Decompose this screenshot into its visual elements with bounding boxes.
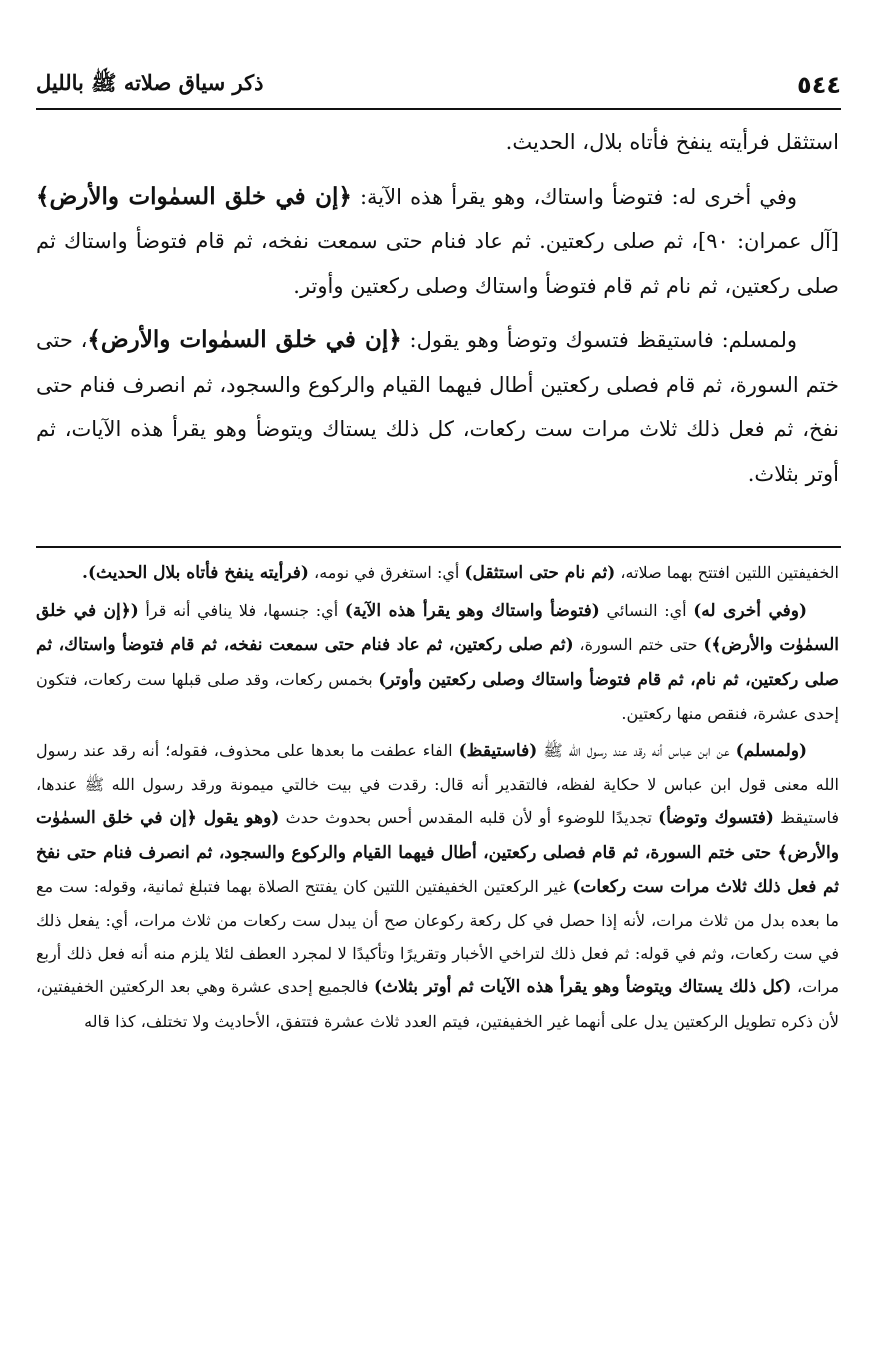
quoted-hadith: (ثم صلى ركعتين، ثم عاد فنام حتى سمعت نفخه، ثم قام فتوضأ واستاك، ثم صلى ركعتين، ثم نام، ثم قام فتوضأ واستاك وصلى ركعتين وأوتر) <box>36 635 839 690</box>
main-p2-text-a: وفي أخرى له: فتوضأ واستاك، وهو يقرأ هذه الآية: <box>351 184 797 209</box>
comment-text: أي: جنسها، فلا ينافي أنه قرأ <box>138 601 345 621</box>
quran-verse: ﴿إن في خلق السمٰوات والأرض﴾ <box>36 182 352 210</box>
quoted-verse: (﴿إن في خلق السمٰوٰت والأرض﴾) <box>36 601 840 656</box>
main-paragraph-2 <box>36 175 839 309</box>
page-header <box>36 62 841 110</box>
page-number: ٥٤٤ <box>797 71 841 99</box>
quoted-hadith: (كل ذلك يستاك ويتوضأ وهو يقرأ هذه الآيات ثم أوتر بثلاث) <box>373 977 792 998</box>
main-p2-text-b: [آل عمران: ٩٠]، ثم صلى ركعتين. ثم عاد فنام حتى سمعت نفخه، ثم قام فتوضأ واستاك ثم صلى ركعتين، ثم نام ثم قام فتوضأ واستاك وصلى ركعتين وأوتر. <box>36 229 839 298</box>
comment-text: تجديدًا للوضوء أو لأن قلبه المقدس أحس بحدوث حدث <box>279 808 659 828</box>
commentary-paragraph-1 <box>36 556 839 590</box>
quran-verse: ﴿إن في خلق السمٰوات والأرض﴾ <box>87 326 402 353</box>
comment-text: حتى ختم السورة، <box>573 635 704 655</box>
comment-text: أي: استغرق في نومه، <box>308 563 465 582</box>
comment-text: غير الركعتين الخفيفتين اللتين كان يفتتح الصلاة بهما فتبلغ ثمانية، وقوله: ست مع ما بعده بدل من ثلاث مرات، لأنه إذا حصل في كل ركعة ركوعان صح أن يبدل ست ركعات من ثلاث مرات، أي: يفعل ذلك في ست ركعات، وثم في قوله: ثم فعل ذلك لتراخي الأخبار وتقريرًا وتأكيدًا لا لمجرد العطف لئلا يلزم منه أنه فعل ذلك أربع مرات، <box>36 876 840 997</box>
main-paragraph-3 <box>36 318 839 496</box>
main-paragraph-1 <box>36 120 839 165</box>
main-p3-text-b: ، حتى ختم السورة، ثم قام فصلى ركعتين أطال فيهما القيام والركوع والسجود، ثم انصرف فنام حتى نفخ، ثم فعل ذلك ثلاث مرات ست ركعات، كل ذلك يستاك ويتوضأ وهو يقرأ هذه الآيات، ثم أوتر بثلاث. <box>36 328 839 486</box>
quoted-hadith: (فرأيته ينفخ فأتاه بلال الحديث). <box>82 563 309 583</box>
commentary-text <box>36 556 839 1038</box>
quoted-hadith: (ولمسلم) <box>735 741 808 762</box>
comment-text: عن ابن عباس أنه رقد عند رسول الله ﷺ <box>537 741 736 761</box>
commentary-divider <box>36 546 841 548</box>
quoted-hadith: (فتسوك وتوضأ) <box>658 808 774 829</box>
main-p1-text: استثقل فرأيته ينفخ فأتاه بلال، الحديث. <box>505 130 839 154</box>
commentary-paragraph-3 <box>36 734 839 1038</box>
comment-text: أي: النسائي <box>599 601 694 621</box>
comment-text: بخمس ركعات، وقد صلى قبلها ست ركعات، فتكون إحدى عشرة، فنقص منها ركعتين. <box>36 669 839 723</box>
quoted-hadith: (فتوضأ واستاك وهو يقرأ هذه الآية) <box>344 601 600 622</box>
comment-text: الخفيفتين اللتين افتتح بهما صلاته، <box>615 563 839 582</box>
quoted-hadith: (فاستيقظ) <box>458 741 538 762</box>
quoted-hadith: (ثم نام حتى استثقل) <box>464 563 616 583</box>
commentary-paragraph-2 <box>36 594 839 730</box>
main-text <box>36 120 839 496</box>
comment-text: فالجميع إحدى عشرة وهي بعد الركعتين الخفيفتين، لأن ذكره تطويل الركعتين يدل على أنهما غير الخفيفتين، فيتم العدد ثلاث عشرة فتتفق، الأحاديث ولا تختلف، كذا قاله <box>36 977 839 1031</box>
quoted-hadith: (وهو يقول ﴿إن في خلق السمٰوٰت والأرض﴾ حتى ختم السورة، ثم قام فصلى ركعتين، أطال فيهما القيام والركوع والسجود، ثم انصرف فنام حتى نفخ ثم فعل ذلك ثلاث مرات ست ركعات) <box>36 808 839 897</box>
running-title: ذكر سياق صلاته ﷺ بالليل <box>36 69 264 95</box>
main-p3-text-a: ولمسلم: فاستيقظ فتسوك وتوضأ وهو يقول: <box>401 328 798 352</box>
quoted-hadith: (وفي أخرى له) <box>693 601 807 622</box>
comment-text: الفاء عطفت ما بعدها على محذوف، فقوله؛ أنه رقد عند رسول الله معنى قول ابن عباس لا حكاية لفظه، فالتقدير أنه قال: رقدت في بيت خالتي ميمونة ورقد رسول الله ﷺ عندها، فاستيقظ <box>36 741 840 828</box>
